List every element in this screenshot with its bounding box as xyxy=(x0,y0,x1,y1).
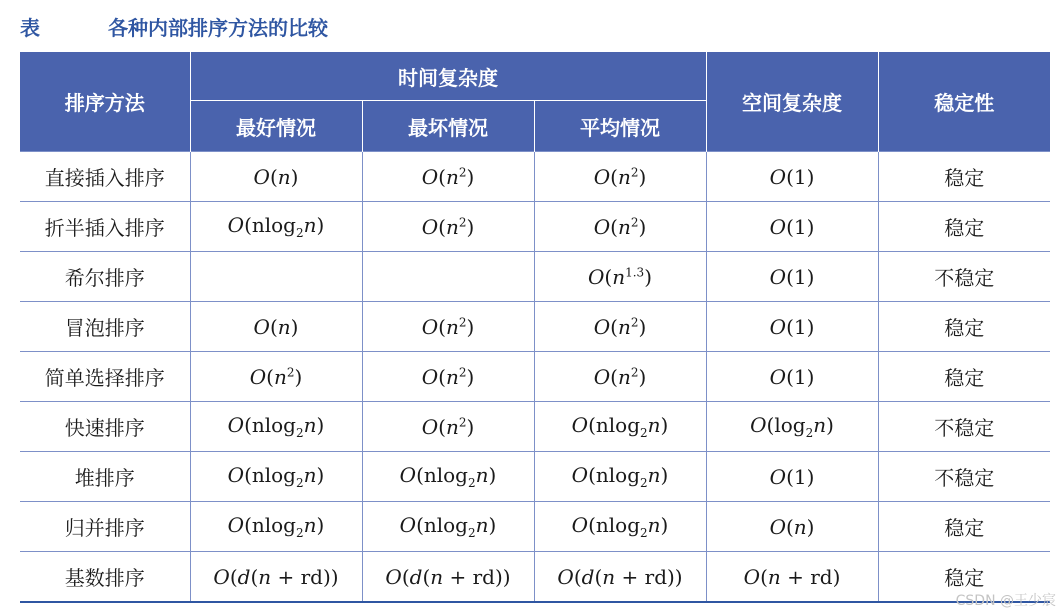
table-row xyxy=(20,502,1050,552)
cell-method: 希尔排序 xyxy=(20,252,190,302)
table-row xyxy=(20,252,1050,302)
table-title-text: 各种内部排序方法的比较 xyxy=(108,16,328,40)
cell-worst: $O(n^2)$ xyxy=(362,402,534,452)
cell-space: $O(\log_2n)$ xyxy=(706,402,878,452)
cell-average: $O(n^2)$ xyxy=(534,152,706,202)
cell-average: O(nlog$_2$n) xyxy=(534,452,706,502)
cell-method: 快速排序 xyxy=(20,402,190,452)
header-best-case: 最好情况 xyxy=(190,101,362,152)
cell-worst: O(d(n + rd)) xyxy=(362,552,534,603)
cell-best: O(nlog$_2$n) xyxy=(190,202,362,252)
cell-worst: O(nlog$_2$n) xyxy=(362,502,534,552)
cell-stability: 不稳定 xyxy=(878,402,1050,452)
cell-worst: $O(n^2)$ xyxy=(362,302,534,352)
cell-space: O(1) xyxy=(706,202,878,252)
sorting-comparison-table xyxy=(20,52,1050,603)
cell-stability: 稳定 xyxy=(878,152,1050,202)
cell-method: 折半插入排序 xyxy=(20,202,190,252)
cell-worst: O(nlog$_2$n) xyxy=(362,452,534,502)
cell-best: O(nlog$_2$n) xyxy=(190,452,362,502)
cell-average: $O(n^2)$ xyxy=(534,202,706,252)
cell-best: O(nlog$_2$n) xyxy=(190,402,362,452)
cell-average: O(d(n + rd)) xyxy=(534,552,706,603)
table-row xyxy=(20,152,1050,202)
cell-stability: 不稳定 xyxy=(878,252,1050,302)
cell-worst xyxy=(362,252,534,302)
cell-space: O(1) xyxy=(706,352,878,402)
cell-stability: 稳定 xyxy=(878,202,1050,252)
table-row xyxy=(20,352,1050,402)
cell-average: $O(n^{1.3})$ xyxy=(534,252,706,302)
cell-method: 简单选择排序 xyxy=(20,352,190,402)
cell-space: O(1) xyxy=(706,152,878,202)
cell-method: 直接插入排序 xyxy=(20,152,190,202)
cell-stability: 稳定 xyxy=(878,302,1050,352)
header-method: 排序方法 xyxy=(20,52,190,152)
header-worst-case: 最坏情况 xyxy=(362,101,534,152)
cell-best: O(d(n + rd)) xyxy=(190,552,362,603)
cell-best: O(n) xyxy=(190,152,362,202)
table-title-label: 表 xyxy=(20,16,40,40)
cell-average: O(nlog$_2$n) xyxy=(534,502,706,552)
cell-method: 基数排序 xyxy=(20,552,190,603)
header-stability: 稳定性 xyxy=(878,52,1050,152)
cell-worst: $O(n^2)$ xyxy=(362,352,534,402)
table-row xyxy=(20,302,1050,352)
header-space-complexity: 空间复杂度 xyxy=(706,52,878,152)
cell-method: 归并排序 xyxy=(20,502,190,552)
cell-space: O(1) xyxy=(706,452,878,502)
table-title xyxy=(20,12,328,41)
watermark: CSDN @王少宸 xyxy=(955,593,1056,609)
cell-stability: 稳定 xyxy=(878,552,1050,603)
cell-average: $O(n^2)$ xyxy=(534,302,706,352)
table-row xyxy=(20,552,1050,603)
header-time-complexity: 时间复杂度 xyxy=(190,52,706,101)
cell-average: $O(n^2)$ xyxy=(534,352,706,402)
cell-best: O(nlog$_2$n) xyxy=(190,502,362,552)
cell-space: O(1) xyxy=(706,252,878,302)
cell-worst: $O(n^2)$ xyxy=(362,202,534,252)
table-row xyxy=(20,452,1050,502)
header-average-case: 平均情况 xyxy=(534,101,706,152)
cell-method: 堆排序 xyxy=(20,452,190,502)
table-row xyxy=(20,402,1050,452)
cell-method: 冒泡排序 xyxy=(20,302,190,352)
cell-stability: 稳定 xyxy=(878,352,1050,402)
cell-space: O(1) xyxy=(706,302,878,352)
cell-best xyxy=(190,252,362,302)
cell-best: O(n) xyxy=(190,302,362,352)
cell-stability: 不稳定 xyxy=(878,452,1050,502)
cell-average: O(nlog$_2$n) xyxy=(534,402,706,452)
cell-stability: 稳定 xyxy=(878,502,1050,552)
cell-best: $O(n^2)$ xyxy=(190,352,362,402)
cell-space: O(n) xyxy=(706,502,878,552)
table-row xyxy=(20,202,1050,252)
cell-space: O(n + rd) xyxy=(706,552,878,603)
cell-worst: $O(n^2)$ xyxy=(362,152,534,202)
